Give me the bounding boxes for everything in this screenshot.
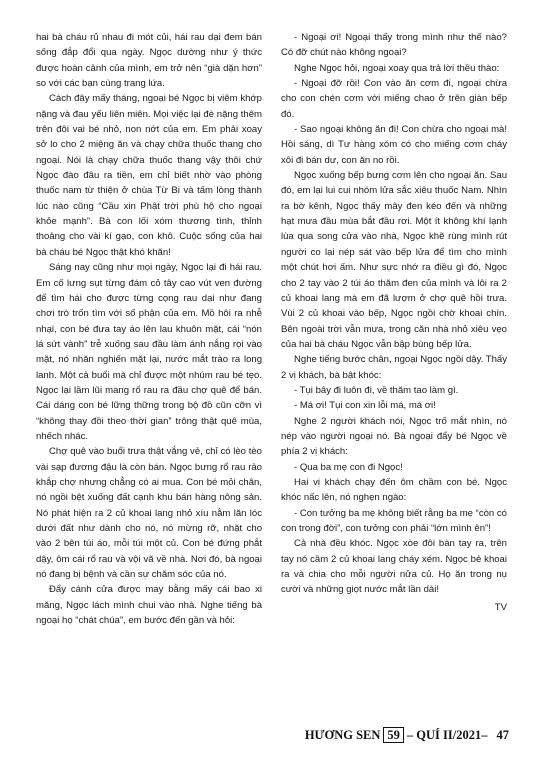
page-footer [305, 726, 509, 744]
article-left-column [36, 30, 262, 628]
paragraph: Chợ quê vào buổi trưa thật vắng vẻ, chỉ có lèo tèo vài sạp đương đậu là còn bán. Ngọc bưng rổ rau rảo khắp chợ nhưng chẳng có ai mua. Con bé mỏi chân, nó ngồi bệt xuống đất cạnh khu bán hàng nông sản. Nó phát hiện ra 2 củ khoai lang nhỏ xíu nằm lăn lóc dưới đất như dành cho nó, nó mừng rỡ, nhặt cho vào 2 bên túi áo, mỗi túi một củ. Con bé đứng phắt dậy, ôm cái rổ rau và vội vã về nhà. Nơi đó, bà ngoại nó đang bị bệnh và cần sự chăm sóc của nó. [36, 446, 262, 581]
paragraph: Nghe tiếng bước chân, ngoại Ngọc ngồi dậy. Thấy 2 vị khách, bà bật khóc: [281, 354, 507, 381]
paragraph: Đẩy cánh cửa được may bằng mấy cái bao xi măng, Ngọc lách mình chui vào nhà. Nghe tiếng bà ngoại họ “chát chúa”, em bước đến gần và hỏi: [36, 584, 262, 627]
paragraph: hai bà cháu rủ nhau đi mót củi, hái rau dại đem bán sống đắp đổi qua ngày. Ngọc dường như ý thức được hoàn cảnh của mình, em trở nên “già dặn hơn” so với các bạn cùng trang lứa. [36, 32, 262, 90]
paragraph: - Qua ba mẹ con đi Ngọc! [294, 461, 403, 473]
article-page [36, 30, 507, 742]
paragraph: Nghe 2 người khách nói, Ngọc trố mắt nhìn, nó nép vào người ngoại nó. Bà ngoại đẩy bé Ngọc về phía 2 vị khách: [281, 415, 507, 458]
paragraph: Cả nhà đều khóc. Ngọc xòe đôi bàn tay ra, trên tay nó cầm 2 củ khoai lang cháy xém. Ngọc bẻ khoai ra và chia cho mỗi người nửa củ. Họ ăn trong nụ cười và những giọt nước mắt lần dài! [281, 538, 507, 596]
paragraph: - Ngoại ơi! Ngoại thấy trong mình như thế nào? Có đỡ chút nào không ngoại? [281, 32, 507, 59]
paragraph: - Sao ngoại không ăn đi! Con chừa cho ngoại mà! Hồi sáng, dì Tư hàng xóm có cho miếng cơm cháy xôi đi bán dư, con ăn no rồi. [281, 124, 507, 166]
issue-number-box: 59 [383, 727, 404, 743]
paragraph: - Ngoại đỡ rồi! Con vào ăn cơm đi, ngoại chừa cho con chén cơm với miếng chao ở trên giàn bếp đó. [281, 78, 507, 120]
paragraph: Hai vị khách chạy đến ôm chầm con bé. Ngọc khóc nấc lên, nó nghẹn ngào: [281, 476, 507, 504]
paragraph: - Con tưởng ba mẹ không biết rằng ba mẹ “còn có con trong đời”, con tưởng con phải “lớn mình ên”! [281, 507, 507, 534]
paragraph: - Tụi bây đi luôn đi, về thăm tao làm gì. [294, 384, 459, 396]
page-number: 47 [496, 727, 509, 742]
issue-period: – QUÍ II/2021– [406, 727, 488, 742]
paragraph: Ngọc xuống bếp bưng cơm lên cho ngoại ăn. Sau đó, em lại lui cui nhóm lửa sắc xiêu thuốc Nam. Nhìn ra bờ kênh, Ngọc thấy mây đen kéo đến và những hạt mưa đầu mùa bắt đầu rơi. Một ít không khí lạnh lùa qua song cửa vào nhà, Ngọc khẽ rùng mình rút người co lại nép sát vào bếp lửa để tìm cho mình một chút hơi ấm. Như sực nhớ ra điều gì đó, Ngọc cho 2 tay vào 2 túi áo thăm đen của mình và lôi ra 2 củ khoai lang mà em đã lượm ở chợ quê hồi trưa. Vùi 2 củ khoai vào bếp, Ngọc ngồi chờ khoai chín. Bên ngoài trời vẫn mưa, trong căn nhà nhỏ xiêu vẹo của hai bà cháu Ngọc vẫn bập bùng bếp lửa. [281, 170, 507, 350]
paragraph: - Má ơi! Tụi con xin lỗi má, má ơi! [294, 400, 436, 412]
article-right-column [281, 30, 507, 615]
paragraph: Nghe Ngọc hỏi, ngoại xoay qua trả lời thều thào: [294, 62, 500, 74]
magazine-name: HƯƠNG SEN [304, 727, 381, 742]
author-signature: TV [494, 601, 507, 613]
paragraph: Cách đây mấy tháng, ngoại bé Ngọc bị viêm khớp nặng và đau yếu liên miên. Mọi việc lại đè nặng thêm trên đôi vai bé nhỏ, non nớt của em. Em phải xoay sở lo cho 2 miệng ăn và chạy chữa thuốc thang cho ngoại. Nói là chạy chữa thuốc thang vậy thôi chứ Ngọc đào đâu ra tiền, em chỉ biết nhờ vào phòng thuốc nam từ thiện ở chùa Từ Bi và tấm lòng thành lúc nào cũng “Cầu xin Phật trời phù hộ cho ngoại khỏe mạnh”. Bà con lối xóm thương tình, thỉnh thoảng cho vài kí gạo, con khô. Cuộc sống của hai bà cháu bé Ngọc thật khó khăn! [36, 93, 262, 258]
paragraph: Sáng nay cũng như mọi ngày, Ngọc lại đi hái rau. Em cố lưng sụt từng đám cỏ tây cao vút ven đường để tìm hái cho được từng cọng rau dại như đang chơi trò trốn tìm với số phận của em. Mồ hôi ra nhễ nhại, con bé đưa tay áo lên lau khuôn mặt, cái “nón lá sứt vành” trễ xuống sau đầu làm ánh nắng rọi vào mặt, nó nhăn nghiến mặt lại, nước mắt trào ra long lanh. Một cả buổi mà chỉ được một nhúm rau bé tẹo. Ngọc lại lầm lũi mang rổ rau ra đầu chợ quê để bán. Cái dáng con bé lững thững trong bộ đồ cũn cỡn vì “không thay đồi theo thời gian” trông thật quê mùa, nhếch nhác. [36, 262, 262, 442]
